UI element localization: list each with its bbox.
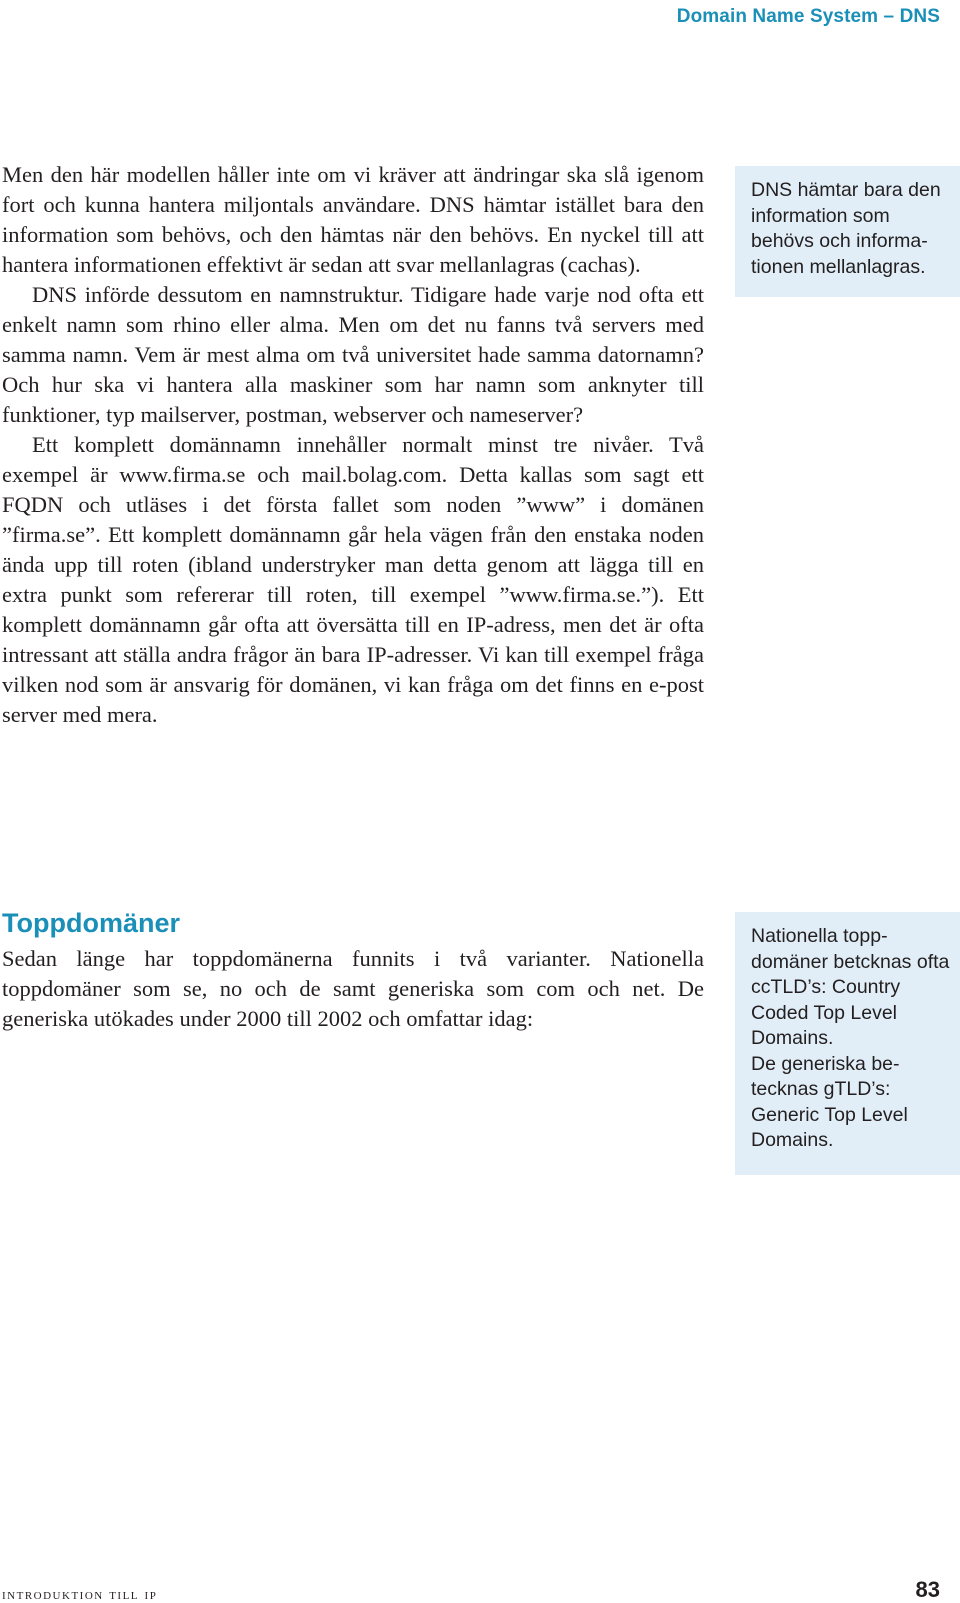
margin-note-text: De generiska betecknas gTLD’s: Generic Top Level Domains.: [751, 1052, 908, 1151]
page-number: 83: [915, 1577, 940, 1602]
margin-note-text: Nationella toppdomäner betcknas ofta ccTLD’s: Country Coded Top Level Domains.: [751, 925, 950, 1049]
body-paragraph: Ett komplett domännamn innehåller normalt minst tre nivåer. Två exempel är www.firma.se och mail.bolag.com. Detta kallas som sagt ett FQDN och utläses i det första fallet som noden ”www” i domänen ”firma.se”. Ett komplett domännamn går hela vägen från den enstaka noden ända upp till roten (ibland understryker man detta genom att lägga till en extra punkt som refererar till roten, till exempel ”www.firma.se.”). Ett komplett domännamn går ofta att översätta till en IP-adress, men det är ofta intressant att ställa andra frågor än bara IP-adresser. Vi kan till exempel fråga vilken nod som är ansvarig för domänen, vi kan fråga om det finns en e-post server med mera.: [2, 432, 704, 727]
section-heading: Toppdomäner: [2, 908, 180, 938]
body-section-toppdomaner: [2, 906, 704, 1034]
body-section-intro: [2, 160, 704, 730]
body-paragraph: DNS införde dessutom en namnstruktur. Tidigare hade varje nod ofta ett enkelt namn som rhino eller alma. Men om det nu fanns två servers med samma namn. Vem är mest alma om två universitet hade samma datornamn? Och hur ska vi hantera alla maskiner som har namn som anknyter till funktioner, typ mailserver, postman, webserver och nameserver?: [2, 282, 704, 427]
body-paragraph: Men den här modellen håller inte om vi kräver att ändringar ska slå igenom fort och kunna hantera miljontals användare. DNS hämtar istället bara den information som behövs, och den hämtas när den behövs. En nyckel till att hantera informationen effektivt är sedan att svar mellanlagras (cachas).: [2, 162, 704, 277]
margin-note-text: DNS hämtar bara den information som behövs och informationen mellanlagras.: [751, 179, 941, 278]
margin-note-box: [735, 166, 960, 297]
body-paragraph: Sedan länge har toppdomänerna funnits i två varianter. Nationella toppdomäner som se, no och de samt generiska som com och net. De generiska utökades under 2000 till 2002 och omfattar idag:: [2, 946, 704, 1031]
footer-book-title: introduktion till ip: [2, 1586, 158, 1603]
margin-note-box: [735, 912, 960, 1175]
running-head-title: Domain Name System – DNS: [676, 6, 940, 27]
